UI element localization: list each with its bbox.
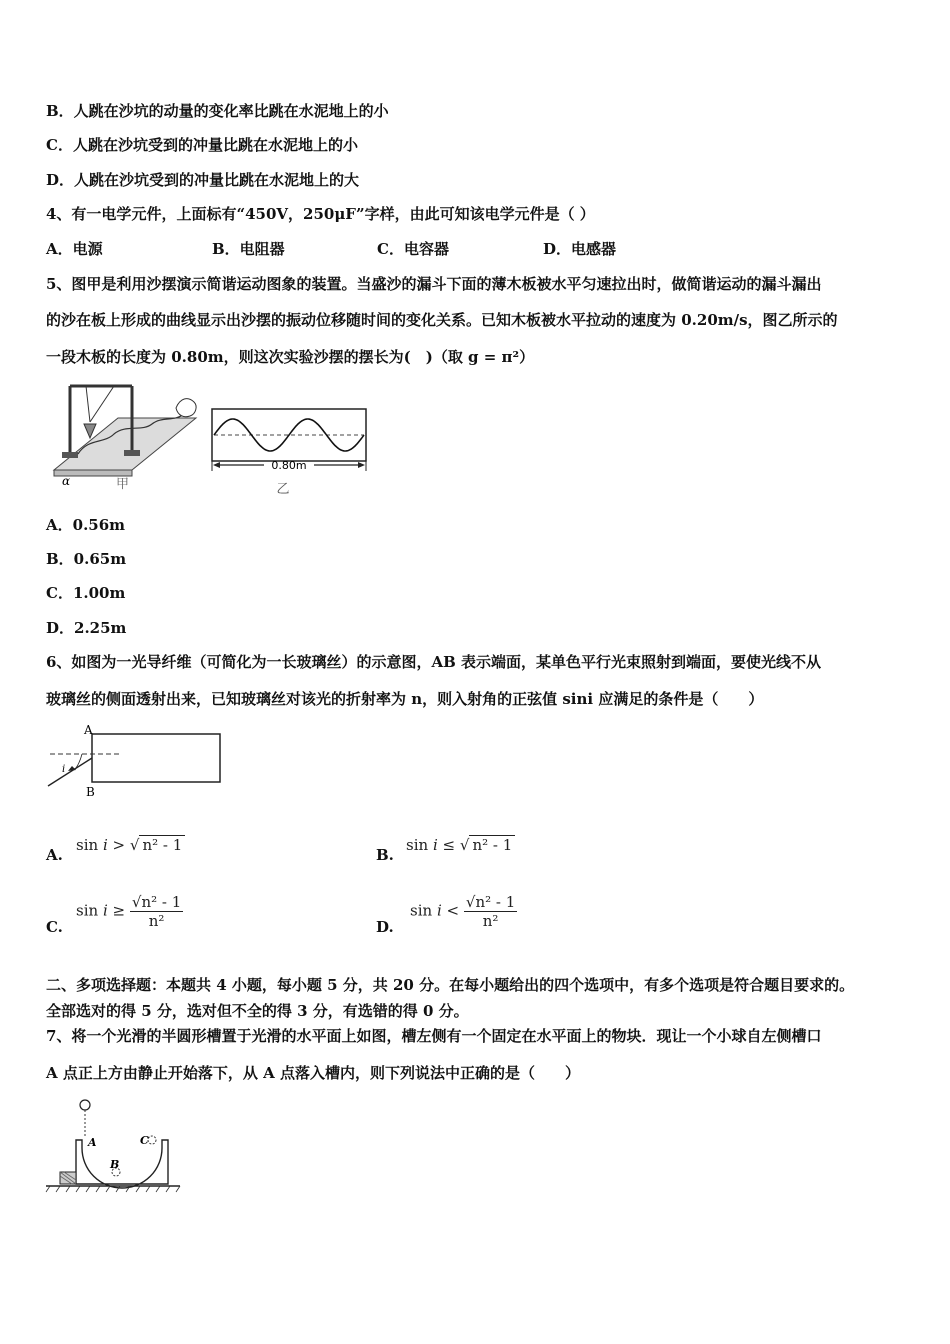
- sin-text: sin: [76, 836, 99, 854]
- q6-option-d-formula: [410, 893, 517, 930]
- sqrt-expression: √ n² - 1: [460, 836, 515, 854]
- fiber-label-a: A: [84, 724, 93, 737]
- numerator: √n² - 1: [465, 893, 516, 911]
- fraction: [130, 893, 183, 930]
- fraction: [464, 893, 517, 930]
- q5-stem-line3: 一段木板的长度为 0.80m，则这次实验沙摆的摆长为( )（取 g = π²）: [46, 348, 535, 366]
- sin-text: sin: [406, 836, 429, 854]
- sqrt-expression: √ n² - 1: [130, 836, 185, 854]
- q6-option-d-label: D.: [376, 918, 394, 936]
- figure-jia-label: 甲: [116, 477, 130, 490]
- i-symbol: i: [436, 901, 442, 920]
- q4-option-d: D．电感器: [543, 240, 617, 258]
- q6-option-a-label: A.: [46, 846, 63, 864]
- figure-yi-label: 乙: [276, 482, 290, 497]
- fiber-label-i: i: [62, 764, 66, 775]
- q6-option-a-formula: [76, 836, 185, 854]
- figure-alpha-label: α: [62, 474, 71, 488]
- q3-option-d: D．人跳在沙坑受到的冲量比跳在水泥地上的大: [46, 171, 360, 189]
- i-symbol: i: [102, 836, 108, 854]
- operator: >: [112, 836, 126, 854]
- section2-line2: 全部选对的得 5 分，选对但不全的得 3 分，有选错的得 0 分。: [46, 1002, 469, 1020]
- groove-label-c: C: [140, 1134, 149, 1147]
- q5-stem-line2: 的沙在板上形成的曲线显示出沙摆的振动位移随时间的变化关系。已知木板被水平拉动的速度为 0.20m/s，图乙所示的: [46, 311, 838, 329]
- q4-stem: 4、有一电学元件，上面标有“450V，250μF”字样，由此可知该电学元件是（ ）: [46, 205, 595, 223]
- q6-option-c-label: C.: [46, 918, 63, 936]
- sin-text: sin: [410, 901, 433, 920]
- q7-stem-line2: A 点正上方由静止开始落下，从 A 点落入槽内，则下列说法中正确的是（ ）: [46, 1064, 580, 1082]
- q5-option-d: D．2.25m: [46, 619, 127, 637]
- operator: ≤: [442, 836, 456, 854]
- denominator: n²: [482, 912, 499, 930]
- fiber-label-b: B: [86, 785, 95, 799]
- groove-label-b: B: [110, 1158, 120, 1171]
- sine-wave-figure: [208, 405, 370, 497]
- q4-options: [46, 239, 616, 259]
- q5-option-a: A．0.56m: [46, 516, 126, 534]
- q4-option-a: A．电源: [46, 240, 103, 258]
- q6-option-b-formula: [406, 836, 515, 854]
- q6-stem-line2: 玻璃丝的侧面透射出来，已知玻璃丝对该光的折射率为 n，则入射角的正弦值 sini 应满足的条件是（ ）: [46, 690, 764, 708]
- i-symbol: i: [432, 836, 438, 854]
- groove-label-a: A: [88, 1136, 97, 1149]
- optical-fiber-figure: [46, 724, 226, 802]
- q5-option-b: B．0.65m: [46, 550, 127, 568]
- sand-pendulum-figure: [48, 378, 203, 490]
- q6-option-c-formula: [76, 893, 183, 930]
- q4-option-b: B．电阻器: [212, 240, 285, 258]
- sin-text: sin: [76, 901, 99, 920]
- q6-option-b-label: B.: [376, 846, 394, 864]
- q3-option-b: B．人跳在沙坑的动量的变化率比跳在水泥地上的小: [46, 102, 389, 120]
- operator: ≥: [112, 901, 126, 920]
- operator: <: [446, 901, 460, 920]
- semicircle-groove-figure: [44, 1092, 184, 1200]
- i-symbol: i: [102, 901, 108, 920]
- q3-option-c: C．人跳在沙坑受到的冲量比跳在水泥地上的小: [46, 136, 358, 154]
- figure-length-label: 0.80m: [271, 459, 307, 472]
- q6-stem-line1: 6、如图为一光导纤维（可简化为一长玻璃丝）的示意图，AB 表示端面，某单色平行光束照射到端面，要使光线不从: [46, 653, 821, 671]
- q5-stem-line1: 5、图甲是利用沙摆演示简谐运动图象的装置。当盛沙的漏斗下面的薄木板被水平匀速拉出时，做简谐运动的漏斗漏出: [46, 275, 822, 293]
- denominator: n²: [148, 912, 165, 930]
- q7-stem-line1: 7、将一个光滑的半圆形槽置于光滑的水平面上如图，槽左侧有一个固定在水平面上的物块．现让一个小球自左侧槽口: [46, 1027, 822, 1045]
- numerator: √n² - 1: [131, 893, 182, 911]
- section2-line1: 二、多项选择题：本题共 4 小题，每小题 5 分，共 20 分。在每小题给出的四个选项中，有多个选项是符合题目要求的。: [46, 976, 855, 994]
- q5-option-c: C．1.00m: [46, 584, 126, 602]
- q4-option-c: C．电容器: [377, 240, 449, 258]
